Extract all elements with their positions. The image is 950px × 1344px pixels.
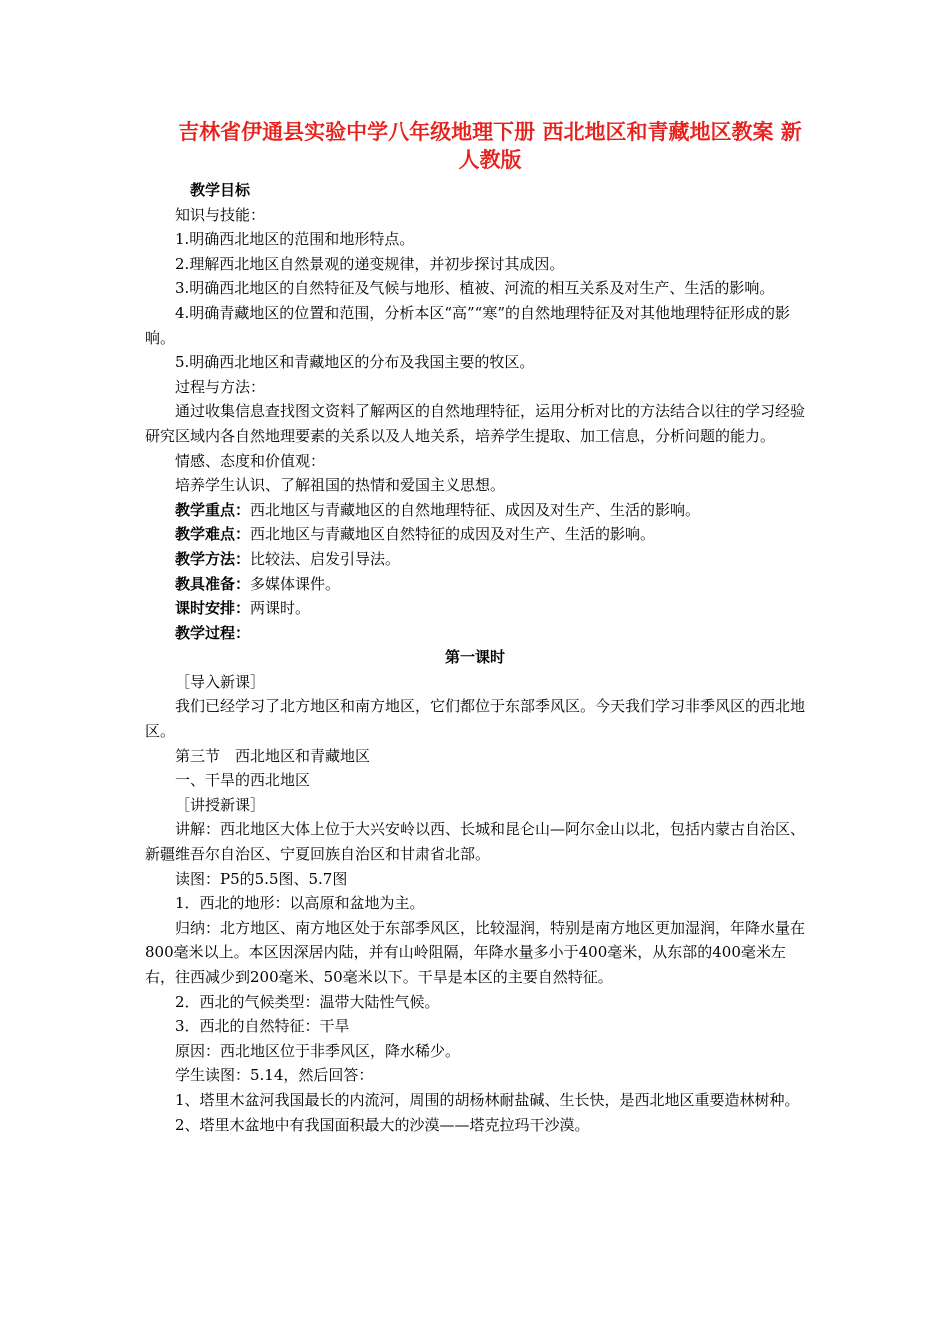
part-one: 一、干旱的西北地区 — [175, 771, 311, 790]
objective-item: 3.明确西北地区的自然特征及气候与地形、植被、河流的相互关系及对生产、生活的影响。 — [175, 279, 775, 298]
schedule-label: 课时安排： — [175, 599, 251, 618]
objective-item: 2.理解西北地区自然景观的递变规律，并初步探讨其成因。 — [175, 254, 565, 273]
document-page — [145, 118, 805, 1137]
process-label: 教学过程： — [175, 623, 251, 642]
process-method-text: 通过收集信息查找图文资料了解两区的自然地理特征，运用分析对比的方法结合以往的学习经验研究区域内各自然地理要素的关系以及人地关系，培养学生提取、加工信息，分析问题的能力。 — [145, 402, 806, 445]
document-title: 吉林省伊通县实验中学八年级地理下册 西北地区和青藏地区教案 新人教版 — [178, 119, 802, 172]
student-read: 学生读图：5.14，然后回答： — [175, 1066, 374, 1085]
section-three: 第三节 西北地区和青藏地区 — [175, 746, 371, 765]
objective-item: 1.明确西北地区的范围和地形特点。 — [175, 230, 415, 249]
teach-new-lesson: ［讲授新课］ — [175, 795, 266, 814]
method-text: 比较法、启发引导法。 — [250, 549, 401, 568]
schedule — [145, 596, 805, 621]
attitude-label: 情感、态度和价值观： — [175, 451, 326, 470]
objectives-heading: 教学目标 — [190, 181, 251, 199]
teaching-method — [145, 547, 805, 572]
answer-one: 1、塔里木盆河我国最长的内流河，周围的胡杨林耐盐碱、生长快，是西北地区重要造林树种。 — [175, 1090, 800, 1109]
summary-text: 归纳：北方地区、南方地区处于东部季风区，比较湿润，特别是南方地区更加湿润，年降水量在800毫米以上。本区因深居内陆，并有山岭阻隔，年降水量多小于400毫米，从东部的400毫米左右，往西减少到200毫米、50毫米以下。干旱是本区的主要自然特征。 — [145, 918, 806, 986]
key-points-label: 教学重点： — [175, 500, 251, 519]
difficult-points-text: 西北地区与青藏地区自然特征的成因及对生产、生活的影响。 — [250, 525, 656, 544]
difficult-points — [145, 522, 805, 547]
point-climate: 2．西北的气候类型：温带大陆性气候。 — [175, 992, 440, 1011]
difficult-points-label: 教学难点： — [175, 525, 251, 544]
teaching-tools — [145, 572, 805, 597]
intro-new-lesson: ［导入新课］ — [175, 672, 266, 691]
key-points — [145, 498, 805, 523]
reason-text: 原因：西北地区位于非季风区，降水稀少。 — [175, 1041, 461, 1060]
key-points-text: 西北地区与青藏地区的自然地理特征、成因及对生产、生活的影响。 — [250, 500, 701, 519]
read-map: 读图：P5的5.5图、5.7图 — [175, 869, 348, 888]
explain-text: 讲解：西北地区大体上位于大兴安岭以西、长城和昆仑山—阿尔金山以北，包括内蒙古自治区、新疆维吾尔自治区、宁夏回族自治区和甘肃省北部。 — [145, 820, 806, 864]
objective-item: 4.明确青藏地区的位置和范围，分析本区“高”“寒”的自然地理特征及对其他地理特征形成的影响。 — [145, 303, 790, 347]
objective-item: 5.明确西北地区和青藏地区的分布及我国主要的牧区。 — [175, 353, 535, 372]
point-terrain: 1．西北的地形：以高原和盆地为主。 — [175, 894, 425, 913]
process-method-label: 过程与方法： — [175, 377, 266, 396]
intro-text: 我们已经学习了北方地区和南方地区，它们都位于东部季风区。今天我们学习非季风区的西北地区。 — [145, 697, 806, 741]
method-label: 教学方法： — [175, 549, 251, 568]
knowledge-skill-label: 知识与技能： — [175, 205, 266, 224]
answer-two: 2、塔里木盆地中有我国面积最大的沙漠——塔克拉玛干沙漠。 — [175, 1115, 590, 1134]
lesson-one-heading: 第一课时 — [444, 648, 505, 667]
tools-text: 多媒体课件。 — [250, 574, 341, 593]
tools-label: 教具准备： — [175, 574, 251, 593]
point-feature: 3．西北的自然特征：干旱 — [175, 1017, 350, 1036]
attitude-text: 培养学生认识、了解祖国的热情和爱国主义思想。 — [175, 476, 506, 495]
schedule-text: 两课时。 — [250, 599, 311, 618]
process — [145, 621, 805, 646]
